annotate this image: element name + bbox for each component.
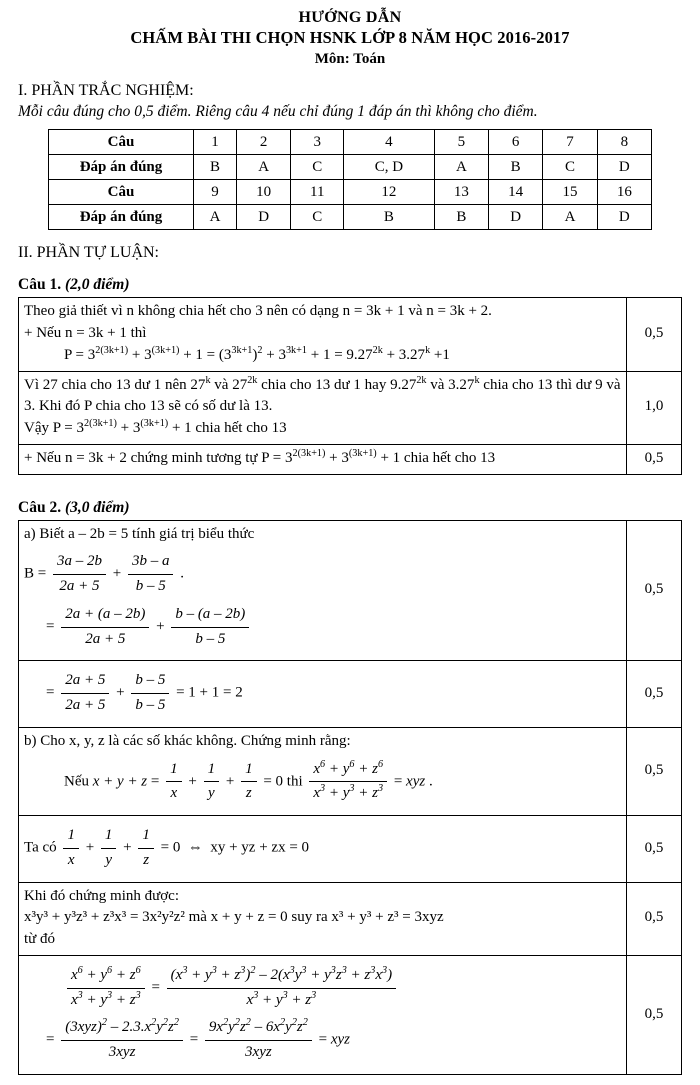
cell-q8: 8 (597, 130, 651, 155)
fraction: $\frac{3a - 2b}{2a + 5}$ (53, 551, 106, 598)
cell-a6: B (489, 155, 543, 180)
cau2a-title: a) Biết a – 2b = 5 tính giá trị biểu thức (24, 525, 255, 542)
cau2b-cell-3 (19, 882, 627, 955)
cau1-score-2: 1,0 (627, 371, 682, 444)
cell-q14: 14 (489, 180, 543, 205)
cell-a3: C (291, 155, 344, 180)
cell-q7: 7 (543, 130, 597, 155)
table-row (19, 298, 682, 371)
table-row (19, 520, 682, 661)
cau1-intro: Theo giả thiết vì n không chia hết cho 3 nên có dạng n = 3k + 1 và n = 3k + 2. (24, 303, 492, 320)
cell-q11: 11 (291, 180, 344, 205)
cau2b-tudo: từ đó (24, 931, 56, 948)
fraction: $\frac{1}{z}$ (138, 825, 154, 872)
fraction: $\frac{3b - a}{b - 5}$ (128, 551, 174, 598)
cau2a-cell-1 (19, 520, 627, 661)
fraction: $\frac{1}{x}$ (166, 759, 182, 806)
cau2a-score-1: 0,5 (627, 520, 682, 661)
cell-q15: 15 (543, 180, 597, 205)
cau2b-cell-1 (19, 727, 627, 815)
part1-note: Mỗi câu đúng cho 0,5 điểm. Riêng câu 4 nếu chỉ đúng 1 đáp án thì không cho điểm. (18, 103, 538, 121)
cell-q13: 13 (434, 180, 488, 205)
header-line-1: HƯỚNG DẪN (298, 9, 402, 26)
cell-q9: 9 (194, 180, 237, 205)
table-row (19, 661, 682, 728)
table-row (19, 727, 682, 815)
cell-a8: D (597, 155, 651, 180)
cell-a5: A (434, 155, 488, 180)
cau1-formula-p: $P = 3^{2(3k+1)} + 3^{(3k+1)} + 1 = (3^{3k+1})^2 + 3^{3k+1} + 1 = 9.27^{2k} + 3.27^k +1$ (64, 344, 450, 363)
cau2b-score-1: 0,5 (627, 727, 682, 815)
cau2b-cell-4 (19, 955, 627, 1074)
cau2-label: Câu 2. (18, 498, 62, 516)
fraction: $\frac{1}{x}$ (63, 825, 79, 872)
cell-q3: 3 (291, 130, 344, 155)
cau1-score-3: 0,5 (627, 444, 682, 474)
fraction: $\frac{x^6 + y^6 + z^6}{x^3 + y^3 + z^3}$ (309, 759, 387, 806)
table-row (19, 371, 682, 444)
fraction: $\frac{9x^2y^2z^2 - 6x^2y^2z^2}{\text{3xyz}}$ (205, 1017, 312, 1064)
cau2b-big-fraction: $\frac{x^6 + y^6 + z^6}{x^3 + y^3 + z^3}$ = $\frac{(x^3 + y^3 + z^3)^2 - 2(x^3y^3 + y^3z^3 + z^3x^3)}{x^3 + y^3 + z^3}$ (24, 965, 621, 1012)
table-row (49, 130, 652, 155)
cell-q1: 1 (194, 130, 237, 155)
cau1-heading (18, 276, 682, 294)
cau2-heading (18, 499, 682, 517)
cell-a4: C, D (344, 155, 435, 180)
cau2a-step-1: = $\frac{2a + (a - 2b)}{2a + 5}$ + $\frac{b - (a - 2b)}{b - 5}$ (24, 604, 621, 651)
cau2b-line: x³y³ + y³z³ + z³x³ = 3x²y²z² mà x + y + z = 0 suy ra x³ + y³ + z³ = 3xyz (24, 909, 444, 926)
header-line-2: CHẤM BÀI THI CHỌN HSNK LỚP 8 NĂM HỌC 2016-2017 (130, 28, 570, 47)
cau2b-score-2: 0,5 (627, 816, 682, 883)
fraction: $\frac{1}{y}$ (204, 759, 220, 806)
cau1-mid-paragraph: Vì 27 chia cho 13 dư 1 nên 27$^k$ và $27^{2k}$ chia cho 13 dư 1 hay $9.27^{2k}$ và 3.27$^k$ chia cho 13 thì dư 9 và 3. Khi đó P chia cho 13 sẽ có số dư là 13. (24, 374, 621, 415)
fraction: $\frac{b - 5}{b - 5}$ (131, 670, 169, 717)
cau2a-expr-B: B = $\frac{3a - 2b}{2a + 5}$ + $\frac{3b - a}{b - 5}$ . (24, 551, 621, 598)
cau1-case1: + Nếu n = 3k + 1 thì (24, 325, 147, 342)
table-row (19, 955, 682, 1074)
table-row (49, 155, 652, 180)
cell-a10: D (237, 205, 291, 230)
cau2b-taco: Ta có $\frac{1}{x}$ + $\frac{1}{y}$ + $\frac{1}{z}$ = 0 ⇔ xy + yz + zx = 0 (24, 825, 621, 872)
cell-a16: D (597, 205, 651, 230)
cau2b-score-3: 0,5 (627, 882, 682, 955)
fraction: $\frac{2a + (a - 2b)}{2a + 5}$ (61, 604, 149, 651)
cau1-label: Câu 1. (18, 276, 62, 294)
table-row (19, 816, 682, 883)
cau2a-cell-2 (19, 661, 627, 728)
cell-q5: 5 (434, 130, 488, 155)
cau2b-score-4: 0,5 (627, 955, 682, 1074)
spacer (18, 475, 682, 485)
cell-a2: A (237, 155, 291, 180)
document-header (18, 8, 682, 68)
fraction: $\frac{(x^3 + y^3 + z^3)^2 - 2(x^3y^3 + y^3z^3 + z^3x^3)}{x^3 + y^3 + z^3}$ (167, 965, 396, 1012)
table-row (19, 882, 682, 955)
cau1-cell-2 (19, 371, 627, 444)
header-line-3: Môn: Toán (314, 50, 386, 67)
table-row (19, 444, 682, 474)
cell-q4: 4 (344, 130, 435, 155)
cau1-score-1: 0,5 (627, 298, 682, 371)
cau1-cell-1 (19, 298, 627, 371)
cau2b-title: b) Cho x, y, z là các số khác không. Chứng minh rằng: (24, 732, 351, 749)
fraction: $\frac{1}{z}$ (241, 759, 257, 806)
fraction: $\frac{b - (a - 2b)}{b - 5}$ (171, 604, 249, 651)
row-label-dapan-2: Đáp án đúng (49, 205, 194, 230)
cau2-answer-table (18, 520, 682, 1075)
cau1-answer-table (18, 297, 682, 474)
row-label-cau-2: Câu (49, 180, 194, 205)
cell-q2: 2 (237, 130, 291, 155)
cell-q16: 16 (597, 180, 651, 205)
table-row (49, 180, 652, 205)
row-label-cau-1: Câu (49, 130, 194, 155)
cau1-points: (2,0 điểm) (64, 276, 130, 294)
cell-q10: 10 (237, 180, 291, 205)
cell-q12: 12 (344, 180, 435, 205)
fraction: $\frac{1}{y}$ (101, 825, 117, 872)
cau1-vay: Vậy $P = 3^{2(3k+1)} + 3^{(3k+1)} + 1$ chia hết cho 13 (24, 418, 287, 437)
cau2-points: (3,0 điểm) (64, 498, 130, 516)
cell-a14: D (489, 205, 543, 230)
cell-a12: B (344, 205, 435, 230)
table-row (49, 205, 652, 230)
part1-title: I. PHẦN TRẮC NGHIỆM: (18, 82, 194, 100)
cell-a1: B (194, 155, 237, 180)
fraction: $\frac{x^6 + y^6 + z^6}{x^3 + y^3 + z^3}$ (67, 965, 145, 1012)
fraction: $\frac{2a + 5}{2a + 5}$ (61, 670, 109, 717)
row-label-dapan-1: Đáp án đúng (49, 155, 194, 180)
cell-a15: A (543, 205, 597, 230)
part2-title: II. PHẦN TỰ LUẬN: (18, 244, 159, 262)
cau2b-condition: Nếu x + y + z = $\frac{1}{x}$ + $\frac{1}{y}$ + $\frac{1}{z}$ = 0 thi $\frac{x^6 + y^6 + z^6}{x^3 + y^3 + z^3}$ = xyz . (24, 759, 621, 806)
cell-a13: B (434, 205, 488, 230)
cell-a9: A (194, 205, 237, 230)
cau2a-step-2: = $\frac{2a + 5}{2a + 5}$ + $\frac{b - 5}{b - 5}$ = 1 + 1 = 2 (24, 670, 621, 717)
cell-q6: 6 (489, 130, 543, 155)
cau2b-cell-2 (19, 816, 627, 883)
cau2b-khido: Khi đó chứng minh được: (24, 887, 180, 904)
cell-a11: C (291, 205, 344, 230)
multiple-choice-table (48, 129, 652, 230)
cau2a-score-2: 0,5 (627, 661, 682, 728)
cau1-cell-3: + Nếu n = 3k + 2 chứng minh tương tự $P = 3^{2(3k+1)} + 3^{(3k+1)} + 1$ chia hết cho 13 (19, 444, 627, 474)
cell-a7: C (543, 155, 597, 180)
cau2b-final: = $\frac{(3xyz)^2 - 2.3.x^2y^2z^2}{\text{3xyz}}$ = $\frac{9x^2y^2z^2 - 6x^2y^2z^2}{\text{3xyz}}$ = xyz (24, 1017, 621, 1064)
fraction: $\frac{(3xyz)^2 - 2.3.x^2y^2z^2}{\text{3xyz}}$ (61, 1017, 183, 1064)
